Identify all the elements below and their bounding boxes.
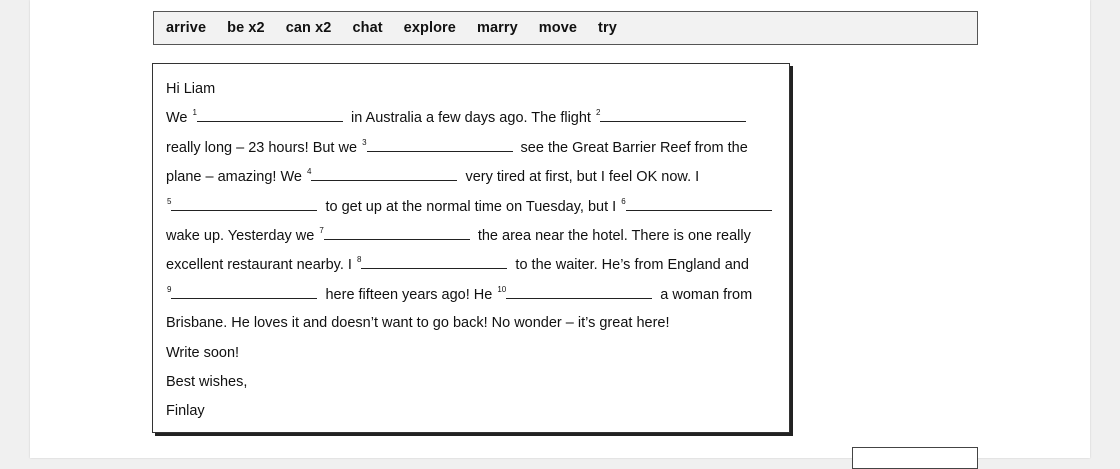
word-bank-item: arrive	[166, 20, 207, 36]
letter-text: Brisbane. He loves it and doesn’t want to go back! No wonder – it’s great here!	[166, 315, 670, 331]
gap-number: 7	[319, 226, 324, 235]
gap-number: 1	[192, 108, 197, 117]
letter-box	[152, 63, 790, 433]
letter-text: to the waiter. He’s from England and	[511, 257, 749, 273]
score-box	[852, 447, 978, 469]
word-bank-item: can x2	[285, 20, 332, 36]
letter-text: see the Great Barrier Reef from the	[516, 140, 748, 156]
letter-text: wake up. Yesterday we	[166, 228, 319, 244]
letter-text: really long – 23 hours! But we	[166, 140, 362, 156]
letter-text: a woman from	[656, 287, 753, 303]
word-bank-item: be x2	[227, 20, 265, 36]
letter-closing-write-soon: Write soon!	[166, 345, 240, 361]
word-bank	[153, 11, 978, 45]
letter-text: here fifteen years ago! He	[321, 287, 497, 303]
gap-number: 4	[306, 167, 312, 176]
letter-text: plane – amazing! We	[166, 169, 306, 185]
answer-blank[interactable]	[367, 138, 513, 152]
gap-number: 5	[167, 197, 172, 206]
letter-text: to get up at the normal time on Tuesday, but I	[321, 199, 621, 215]
letter-line	[166, 167, 699, 186]
gap-number: 9	[167, 285, 172, 294]
word-bank-item: marry	[476, 20, 518, 36]
gap-number: 10	[497, 285, 507, 294]
letter-line	[166, 138, 748, 157]
answer-blank[interactable]	[506, 285, 652, 299]
gap-number: 2	[595, 108, 601, 117]
word-bank-item: try	[598, 20, 617, 36]
letter-signature: Finlay	[166, 403, 205, 419]
cropped-instruction-text	[210, 0, 670, 3]
letter-text: We	[166, 110, 192, 126]
answer-blank[interactable]	[171, 285, 317, 299]
letter-text: the area near the hotel. There is one really	[473, 228, 751, 244]
word-bank-item: move	[538, 20, 578, 36]
letter-greeting: Hi Liam	[166, 81, 216, 97]
letter-line	[166, 226, 751, 245]
answer-blank[interactable]	[324, 226, 470, 240]
answer-blank[interactable]	[171, 197, 317, 211]
answer-blank[interactable]	[626, 197, 772, 211]
letter-line	[166, 197, 776, 216]
letter-line	[166, 255, 749, 274]
letter-line	[166, 108, 750, 127]
answer-blank[interactable]	[311, 167, 457, 181]
answer-blank[interactable]	[197, 108, 343, 122]
word-bank-item: explore	[403, 20, 456, 36]
letter-text: excellent restaurant nearby. I	[166, 257, 356, 273]
letter-line	[166, 314, 670, 332]
letter-closing-best-wishes: Best wishes,	[166, 374, 248, 390]
letter-line	[166, 285, 752, 304]
word-bank-item: chat	[352, 20, 383, 36]
gap-number: 3	[362, 138, 367, 147]
letter-text: in Australia a few days ago. The flight	[346, 110, 595, 126]
letter-text: very tired at first, but I feel OK now. I	[461, 169, 700, 185]
answer-blank[interactable]	[361, 255, 507, 269]
gap-number: 8	[356, 255, 362, 264]
answer-blank[interactable]	[600, 108, 746, 122]
gap-number: 6	[621, 197, 626, 206]
